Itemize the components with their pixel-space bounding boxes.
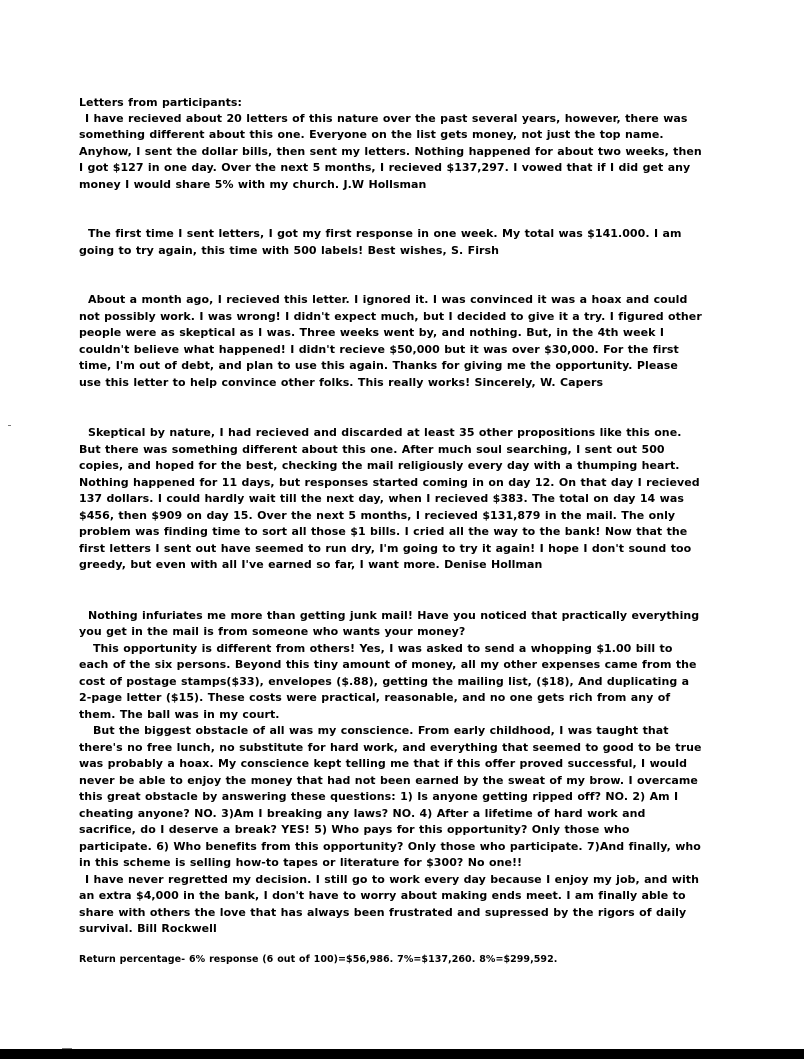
return-percentage-line: Return percentage- 6% response (6 out of 100)=$56,986. 7%=$137,260. 8%=$299,592. (79, 953, 558, 965)
testimonial-denise-hollman: Skeptical by nature, I had recieved and discarded at least 35 other propositions like this one. But there was something different about this one. After much soul searching, I sent out 500 copies, and hoped for the best, checking the mail religiously every day with a thumping heart. Nothing happened for 11 days, but responses started coming in on day 12. On that day I recieved 137 dollars. I could hardly wait till the next day, when I recieved $383. The total on day 14 was $456, then $909 on day 15. Over the next 5 months, I recieved $131,879 in the mail. The only problem was finding time to sort all those $1 bills. I cried all the way to the bank! Now that the first letters I sent out have seemed to run dry, I'm going to try it again! I hope I don't sound too greedy, but even with all I've earned so far, I want more. Denise Hollman (79, 426, 700, 571)
testimonial-hollsman: I have recieved about 20 letters of this nature over the past several years, however, there was something different about this one. Everyone on the list gets money, not just the top name. Anyhow, I sent the dollar bills, then sent my letters. Nothing happened for about two weeks, then I got $127 in one day. Over the next 5 months, I recieved $137,297. I vowed that if I did get any money I would share 5% with my church. J.W Hollsman (79, 111, 702, 191)
scan-speck (8, 425, 11, 426)
testimonial-rockwell-intro: Nothing infuriates me more than getting junk mail! Have you noticed that practically everything you get in the mail is from someone who wants your money? (79, 608, 700, 638)
testimonial-rockwell-conscience: But the biggest obstacle of all was my conscience. From early childhood, I was taught that there's no free lunch, no substitute for hard work, and everything that seemed to good to be true was probably a hoax. My conscience kept telling me that if this offer proved successful, I would never be able to enjoy the money that had not been earned by the sweat of my brow. I overcame this great obstacle by answering these questions: 1) Is anyone getting ripped off? NO. 2) Am I cheating anyone? NO. 3)Am I breaking any laws? NO. 4) After a lifetime of hard work and sacrifice, do I deserve a break? YES! 5) Who pays for this opportunity? Only those who participate. 6) Who benefits from this opportunity? Only those who participate. 7)And finally, who in this scheme is selling how-to tapes or literature for $300? No one!! (79, 724, 702, 869)
testimonial-firsh: The first time I sent letters, I got my first response in one week. My total was $141.000. I am going to try again, this time with 500 labels! Best wishes, S. Firsh (79, 227, 682, 257)
letter-document (79, 95, 703, 967)
scan-bottom-edge (0, 1049, 804, 1059)
testimonial-rockwell-closing: I have never regretted my decision. I still go to work every day because I enjoy my job, and with an extra $4,000 in the bank, I don't have to worry about making ends meet. I am finally able to share with others the love that has always been frustrated and supressed by the rigors of daily survival. Bill Rockwell (79, 872, 699, 935)
document-heading: Letters from participants: (79, 96, 242, 109)
testimonial-capers: About a month ago, I recieved this letter. I ignored it. I was convinced it was a hoax and could not possibly work. I was wrong! I didn't expect much, but I decided to give it a try. I figured other people were as skeptical as I was. Three weeks went by, and nothing. But, in the 4th week I couldn't believe what happened! I didn't recieve $50,000 but it was over $30,000. For the first time, I'm out of debt, and plan to use this again. Thanks for giving me the opportunity. Please use this letter to help convince other folks. This really works! Sincerely, W. Capers (79, 293, 702, 389)
testimonial-rockwell-opportunity: This opportunity is different from others! Yes, I was asked to send a whopping $1.00 bill to each of the six persons. Beyond this tiny amount of money, all my other expenses came from the cost of postage stamps($33), envelopes ($.88), getting the mailing list, ($18), And duplicating a 2-page letter ($15). These costs were practical, reasonable, and no one gets rich from any of them. The ball was in my court. (79, 641, 697, 721)
